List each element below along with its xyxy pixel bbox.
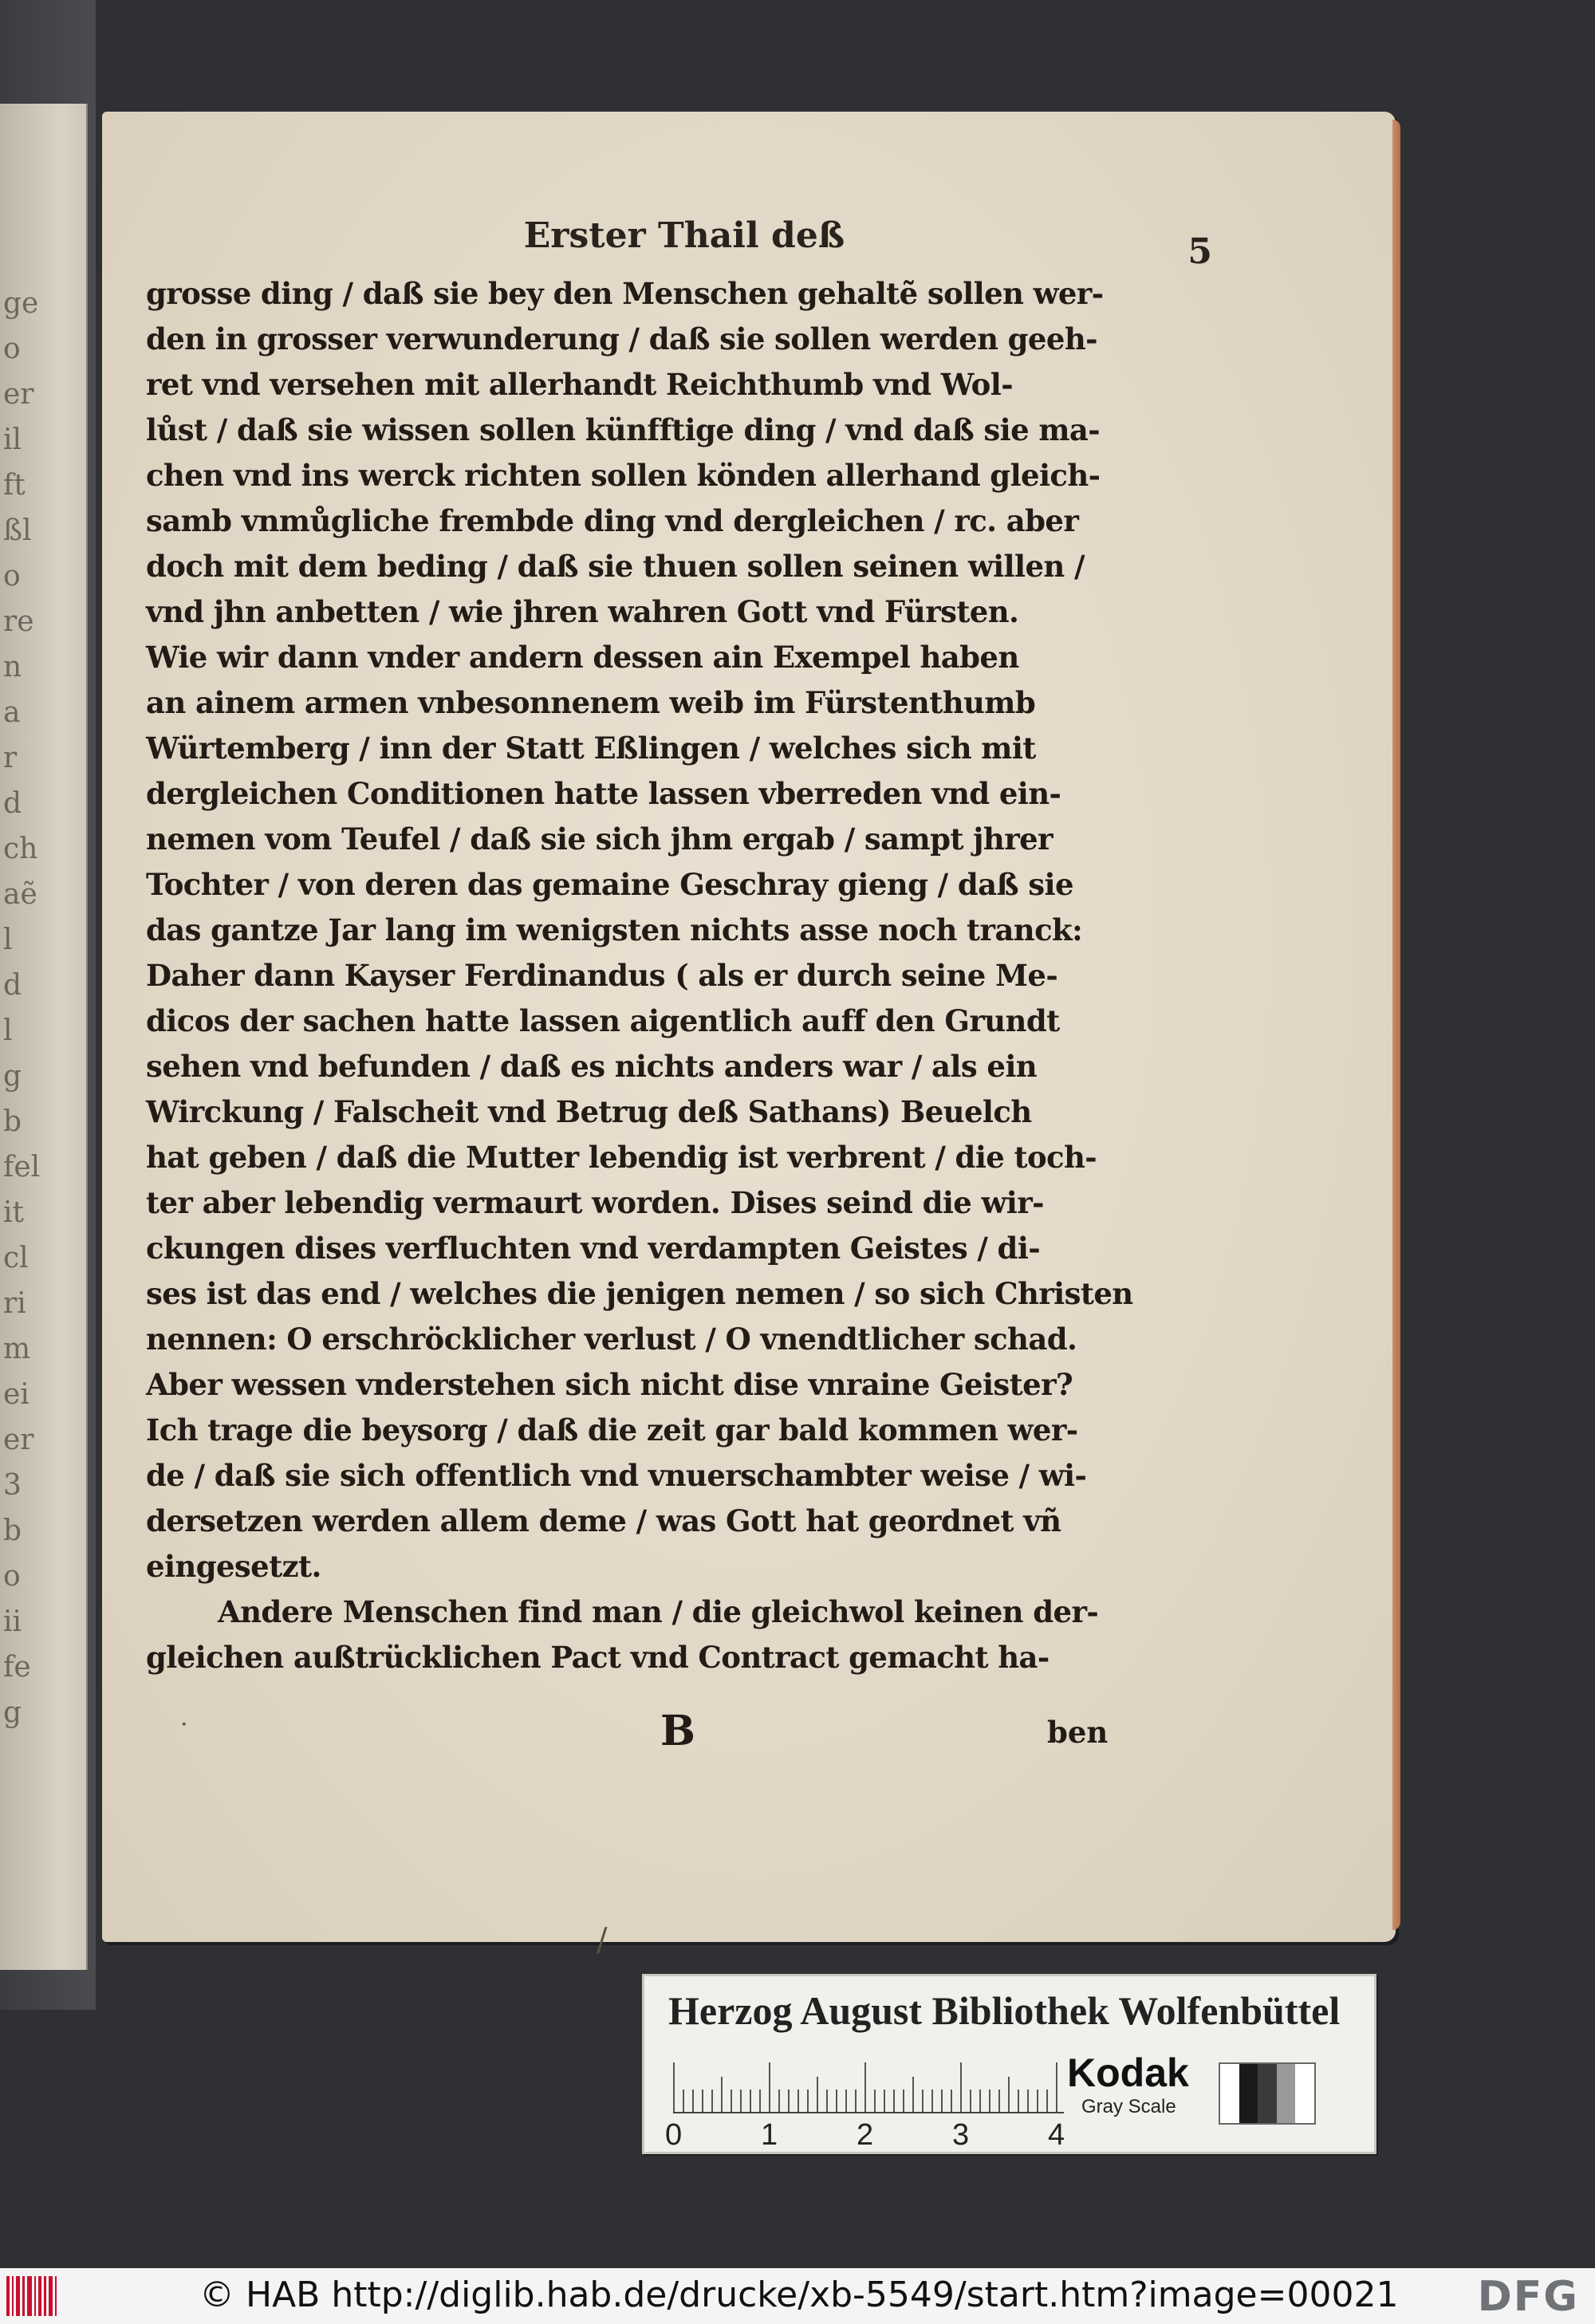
ruler-tick xyxy=(750,2090,751,2112)
signature-mark: B xyxy=(660,1707,695,1755)
text-line: sehen vnd befunden / daß es nichts anders war / als ein xyxy=(146,1049,1038,1084)
book-page xyxy=(102,112,1396,1959)
prev-page-fragment: ei xyxy=(3,1378,30,1411)
barcode-icon xyxy=(6,2276,69,2316)
prev-page-fragment: ßl xyxy=(3,514,32,547)
ruler-tick xyxy=(864,2062,866,2112)
prev-page-fragment: a xyxy=(3,696,21,729)
ruler-label: 2 xyxy=(857,2118,874,2152)
barcode-bar xyxy=(6,2276,10,2316)
ruler-label: 1 xyxy=(761,2118,778,2152)
ruler-tick xyxy=(951,2090,952,2112)
text-line: ret vnd versehen mit allerhandt Reichthumb vnd Wol- xyxy=(146,367,1013,402)
page-edge xyxy=(1392,120,1400,1930)
text-line: dergleichen Conditionen hatte lassen vberreden vnd ein- xyxy=(146,776,1061,811)
ruler-tick xyxy=(922,2090,924,2112)
ruler-tick xyxy=(807,2090,809,2112)
ruler-tick xyxy=(893,2090,895,2112)
text-line: Ich trage die beysorg / daß die zeit gar bald kommen wer- xyxy=(146,1412,1078,1448)
text-line: ckungen dises verfluchten vnd verdampten Geistes / di- xyxy=(146,1231,1041,1266)
ruler-tick xyxy=(778,2090,780,2112)
text-line: Aber wessen vnderstehen sich nicht dise vnraine Geister? xyxy=(146,1367,1073,1402)
text-line: dersetzen werden allem deme / was Gott hat geordnet vñ xyxy=(146,1503,1061,1538)
text-line: nennen: O erschröcklicher verlust / O vnendtlicher schad. xyxy=(146,1322,1077,1357)
gray-swatch xyxy=(1295,2064,1314,2123)
text-line: hat geben / daß die Mutter lebendig ist verbrent / die toch- xyxy=(146,1140,1097,1175)
text-line: grosse ding / daß sie bey den Menschen gehaltẽ sollen wer- xyxy=(146,276,1104,311)
text-line: chen vnd ins werck richten sollen könden allerhand gleich- xyxy=(146,458,1101,493)
text-line: ses ist das end / welches die jenigen nemen / so sich Christen xyxy=(146,1276,1133,1311)
text-line: eingesetzt. xyxy=(146,1549,321,1584)
ruler-tick xyxy=(788,2090,790,2112)
prev-page-fragment: o xyxy=(3,333,21,365)
text-line: vnd jhn anbetten / wie jhren wahren Gott vnd Fürsten. xyxy=(146,594,1019,629)
gray-swatch xyxy=(1258,2064,1277,2123)
prev-page-fragment: b xyxy=(3,1515,22,1547)
ruler-tick xyxy=(989,2090,990,2112)
barcode-bar xyxy=(55,2276,57,2316)
prev-page-fragment: it xyxy=(3,1196,24,1229)
prev-page-fragment: o xyxy=(3,1560,21,1593)
prev-page-fragment: cl xyxy=(3,1242,29,1274)
text-line: samb vnmůgliche frembde ding vnd dergleichen / rc. aber xyxy=(146,503,1079,538)
ruler-tick xyxy=(979,2090,981,2112)
footer-link[interactable]: © HAB http://diglib.hab.de/drucke/xb-5549/start.htm?image=00021 xyxy=(199,2275,1399,2315)
footer-bar xyxy=(0,2268,1595,2324)
kodak-brand: Kodak xyxy=(1067,2050,1189,2095)
barcode-bar xyxy=(27,2276,32,2316)
ruler-tick xyxy=(1008,2077,1010,2112)
ruler-tick xyxy=(912,2077,914,2112)
ruler-tick xyxy=(673,2062,675,2112)
text-line: Wie wir dann vnder andern dessen ain Exempel haben xyxy=(146,640,1019,675)
gray-scale-patch xyxy=(1219,2062,1316,2125)
ruler-tick xyxy=(711,2090,713,2112)
ruler-tick xyxy=(759,2090,761,2112)
ruler-tick xyxy=(1018,2090,1019,2112)
text-line: de / daß sie sich offentlich vnd vnuerschambter weise / wi- xyxy=(146,1458,1087,1493)
prev-page-fragment: re xyxy=(3,605,34,638)
prev-page-fragment: g xyxy=(3,1060,22,1093)
ruler-tick xyxy=(1056,2062,1057,2112)
text-line: Würtemberg / inn der Statt Eßlingen / welches sich mit xyxy=(146,731,1036,766)
gray-swatch xyxy=(1277,2064,1296,2123)
prev-page-fragment: ri xyxy=(3,1287,26,1320)
barcode-bar xyxy=(49,2276,53,2316)
prev-page-fragment: d xyxy=(3,787,22,820)
ruler-tick xyxy=(998,2090,1000,2112)
gray-swatch xyxy=(1239,2064,1258,2123)
prev-page-fragment: b xyxy=(3,1105,22,1138)
prev-page-fragment: ch xyxy=(3,833,38,865)
running-head: Erster Thail deß xyxy=(523,215,845,256)
prev-page-fragment: er xyxy=(3,378,34,411)
ruler-tick xyxy=(798,2090,799,2112)
text-line: doch mit dem beding / daß sie thuen sollen seinen willen / xyxy=(146,549,1085,584)
gray-scale-label: Gray Scale xyxy=(1081,2096,1176,2117)
text-line: Andere Menschen find man / die gleichwol keinen der- xyxy=(218,1594,1099,1629)
ruler-tick xyxy=(769,2062,770,2112)
color-reference-card xyxy=(642,1974,1376,2154)
dfg-logo: DFG xyxy=(1477,2273,1579,2321)
prev-page-fragment: ii xyxy=(3,1605,22,1638)
catchword: ben xyxy=(1047,1715,1109,1750)
text-line: Wirckung / Falscheit vnd Betrug deß Sathans) Beuelch xyxy=(146,1094,1032,1129)
barcode-bar xyxy=(34,2276,36,2316)
text-line: Tochter / von deren das gemaine Geschray gieng / daß sie xyxy=(146,867,1073,902)
prev-page-fragment: fe xyxy=(3,1651,31,1684)
prev-page-fragment: g xyxy=(3,1696,22,1729)
prev-page-fragment: fel xyxy=(3,1151,41,1184)
prev-page-fragment: o xyxy=(3,560,21,593)
ruler-tick xyxy=(702,2090,703,2112)
barcode-bar xyxy=(44,2276,46,2316)
prev-page-fragment: il xyxy=(3,423,22,456)
text-line: dicos der sachen hatte lassen aigentlich auff den Grundt xyxy=(146,1003,1060,1038)
text-block xyxy=(146,271,1207,1680)
barcode-bar xyxy=(16,2276,20,2316)
text-line: lůst / daß sie wissen sollen künfftige ding / vnd daß sie ma- xyxy=(146,412,1100,447)
folio-number: 5 xyxy=(1187,231,1212,272)
ruler-tick xyxy=(826,2090,828,2112)
ruler-label: 4 xyxy=(1048,2118,1065,2152)
ruler-tick xyxy=(903,2090,904,2112)
ruler-tick xyxy=(692,2090,694,2112)
prev-page-fragment: r xyxy=(3,742,18,774)
text-line: Daher dann Kayser Ferdinandus ( als er durch seine Me- xyxy=(146,958,1058,993)
ruler-tick xyxy=(817,2077,818,2112)
text-line: nemen vom Teufel / daß sie sich jhm ergab / sampt jhrer xyxy=(146,821,1053,857)
barcode-bar xyxy=(38,2276,41,2316)
text-line: an ainem armen vnbesonnenem weib im Fürstenthumb xyxy=(146,685,1036,720)
text-line: ter aber lebendig vermaurt worden. Dises seind die wir- xyxy=(146,1185,1044,1220)
ruler-tick xyxy=(970,2090,971,2112)
prev-page-fragment: er xyxy=(3,1424,34,1456)
ruler-tick xyxy=(855,2090,857,2112)
gray-swatch xyxy=(1220,2064,1239,2123)
text-line: den in grosser verwunderung / daß sie sollen werden geeh- xyxy=(146,321,1097,356)
ruler-label: 0 xyxy=(665,2118,683,2152)
ink-dot: · xyxy=(180,1711,188,1739)
barcode-bar xyxy=(22,2276,25,2316)
ruler-tick xyxy=(740,2090,742,2112)
stray-ink-mark: / xyxy=(597,1922,608,1959)
prev-page-fragment: l xyxy=(3,924,13,956)
ruler-tick xyxy=(1037,2090,1038,2112)
ruler-tick xyxy=(960,2062,962,2112)
card-title: Herzog August Bibliothek Wolfenbüttel xyxy=(668,1988,1341,2033)
prev-page-fragment: d xyxy=(3,969,22,1002)
prev-page-fragment: ft xyxy=(3,469,26,502)
ruler-tick xyxy=(721,2077,723,2112)
ruler-tick xyxy=(1027,2090,1029,2112)
previous-page-edge xyxy=(0,104,88,1970)
prev-page-fragment: l xyxy=(3,1014,13,1047)
text-line: gleichen außtrücklichen Pact vnd Contract gemacht ha- xyxy=(146,1640,1050,1675)
prev-page-fragment: m xyxy=(3,1333,31,1365)
ruler-tick xyxy=(1046,2090,1048,2112)
ruler-label: 3 xyxy=(952,2118,970,2152)
ruler-tick xyxy=(836,2090,837,2112)
prev-page-fragment: aẽ xyxy=(3,878,37,911)
ruler xyxy=(673,2056,1064,2113)
text-line: das gantze Jar lang im wenigsten nichts asse noch tranck: xyxy=(146,912,1083,947)
ruler-tick xyxy=(683,2090,684,2112)
prev-page-fragment: 3 xyxy=(3,1469,22,1502)
ruler-tick xyxy=(845,2090,847,2112)
ruler-tick xyxy=(941,2090,943,2112)
prev-page-fragment: n xyxy=(3,651,22,683)
ruler-tick xyxy=(884,2090,885,2112)
barcode-bar xyxy=(12,2276,14,2316)
ruler-tick xyxy=(931,2090,933,2112)
prev-page-fragment: ge xyxy=(3,287,39,320)
ruler-tick xyxy=(731,2090,732,2112)
ruler-tick xyxy=(874,2090,876,2112)
